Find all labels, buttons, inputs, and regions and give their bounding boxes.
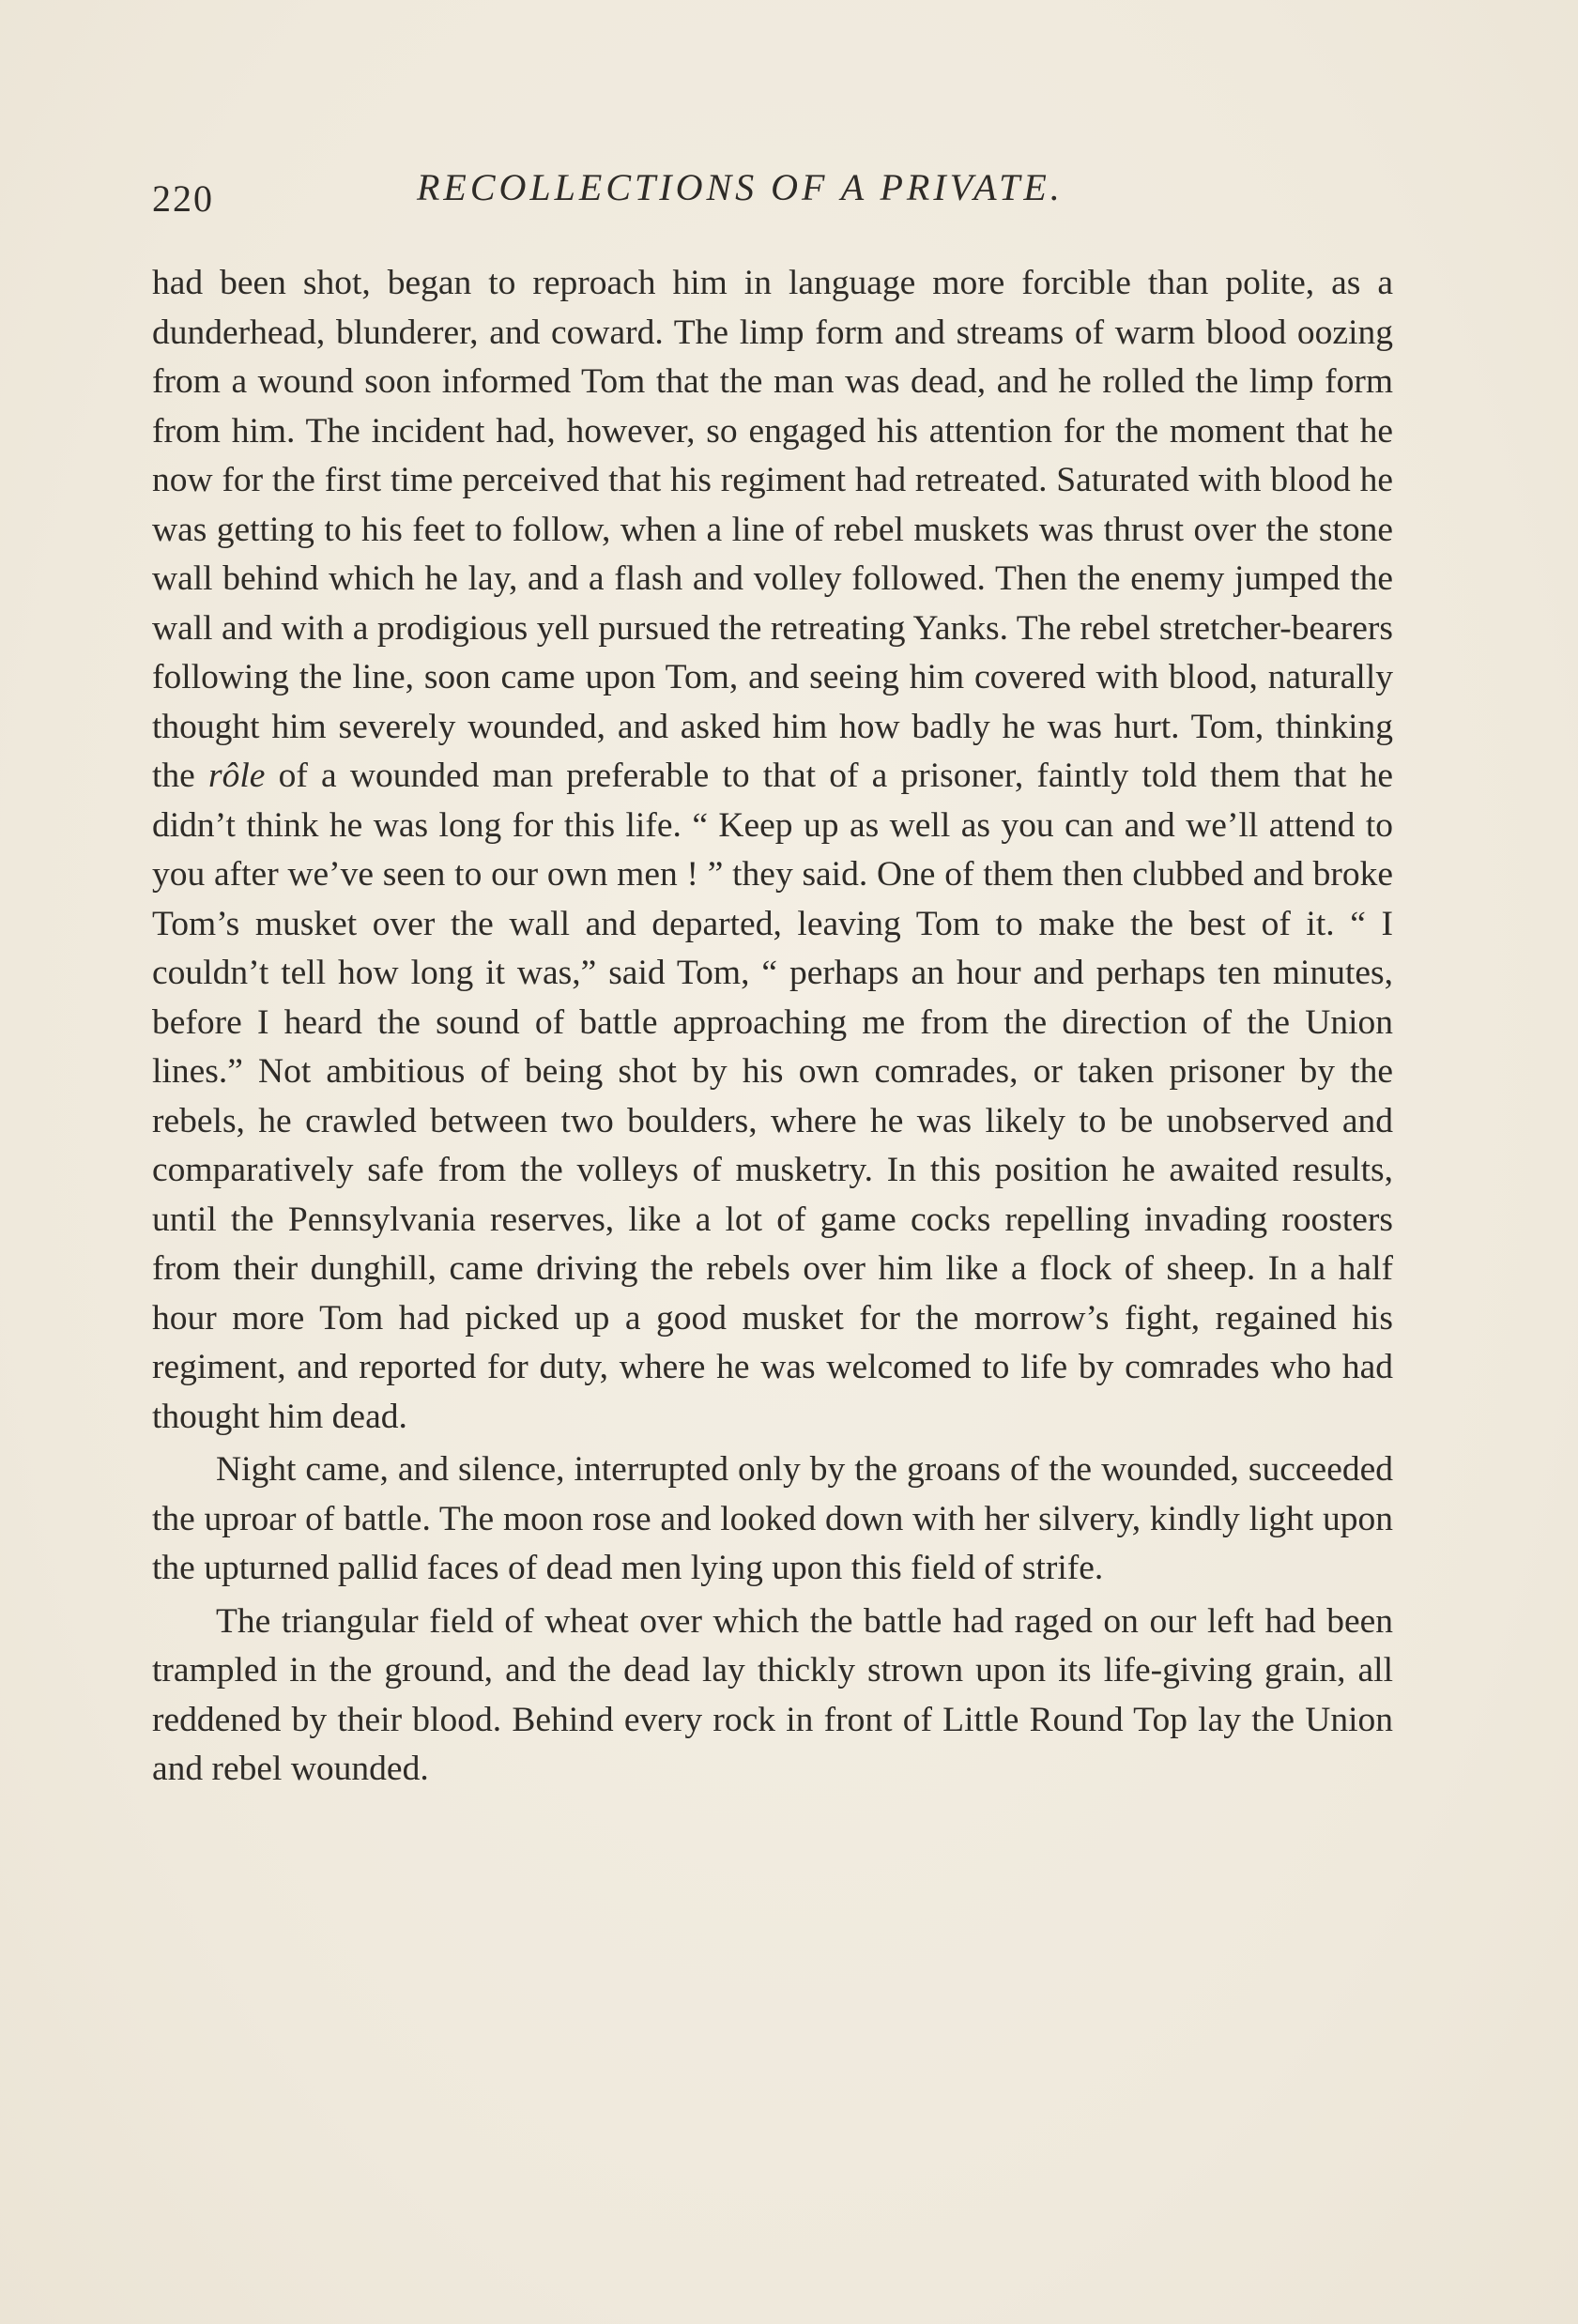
running-head: RECOLLECTIONS OF A PRIVATE.	[417, 166, 1064, 208]
paragraph-wheat-field: The triangular field of wheat over which the battle had raged on our left had been trampled in the ground, and the dead lay thickly strown upon its life-giving grain, all reddened by their blood. Behind every rock in front of Little Round Top lay the Union and rebel wounded.	[152, 1601, 1393, 1788]
paragraph-1-text-b: of a wounded man preferable to that of a prisoner, faintly told them that he didn’t think he was long for this life. “ Keep up as well as you can and we’ll attend to you after we’ve seen to our own men ! ” they said. One of them then clubbed and broke Tom’s musket over the wall and departed, leaving Tom to make the best of it. “ I couldn’t tell how long it was,” said Tom, “ perhaps an hour and perhaps ten minutes, before I heard the sound of battle approaching me from the direction of the Union lines.” Not ambitious of being shot by his own comrades, or taken prisoner by the rebels, he crawled between two boulders, where he was likely to be unobserved and comparatively safe from the volleys of musketry. In this position he awaited results, until the Pennsylvania reserves, like a lot of game cocks repelling invading roosters from their dunghill, came driving the rebels over him like a flock of sheep. In a half hour more Tom had picked up a good musket for the morrow’s fight, regained his regiment, and reported for duty, where he was welcomed to life by comrades who had thought him dead.	[152, 757, 1393, 1436]
page-header	[152, 165, 1401, 222]
paragraph-night: Night came, and silence, interrupted only by the groans of the wounded, succeeded the uproar of battle. The moon rose and looked down with her silvery, kindly light upon the upturned pallid faces of dead men lying upon this field of strife.	[152, 1450, 1393, 1587]
paragraph-continued	[152, 259, 1393, 1442]
page-number: 220	[152, 177, 214, 220]
italic-role-word: rôle	[208, 757, 266, 795]
paragraph-1-text-a: had been shot, began to reproach him in language more forcible than polite, as a dunderhead, blunderer, and coward. The limp form and streams of warm blood oozing from a wound soon informed Tom that the man was dead, and he rolled the limp form from him. The incident had, however, so engaged his attention for the moment that he now for the first time perceived that his regiment had retreated. Saturated with blood he was getting to his feet to follow, when a line of rebel muskets was thrust over the stone wall behind which he lay, and a flash and volley followed. Then the enemy jumped the wall and with a prodigious yell pursued the retreating Yanks. The rebel stretcher-bearers following the line, soon came upon Tom, and seeing him covered with blood, naturally thought him severely wounded, and asked him how badly he was hurt. Tom, thinking the	[152, 264, 1393, 795]
body-text	[152, 259, 1393, 1795]
